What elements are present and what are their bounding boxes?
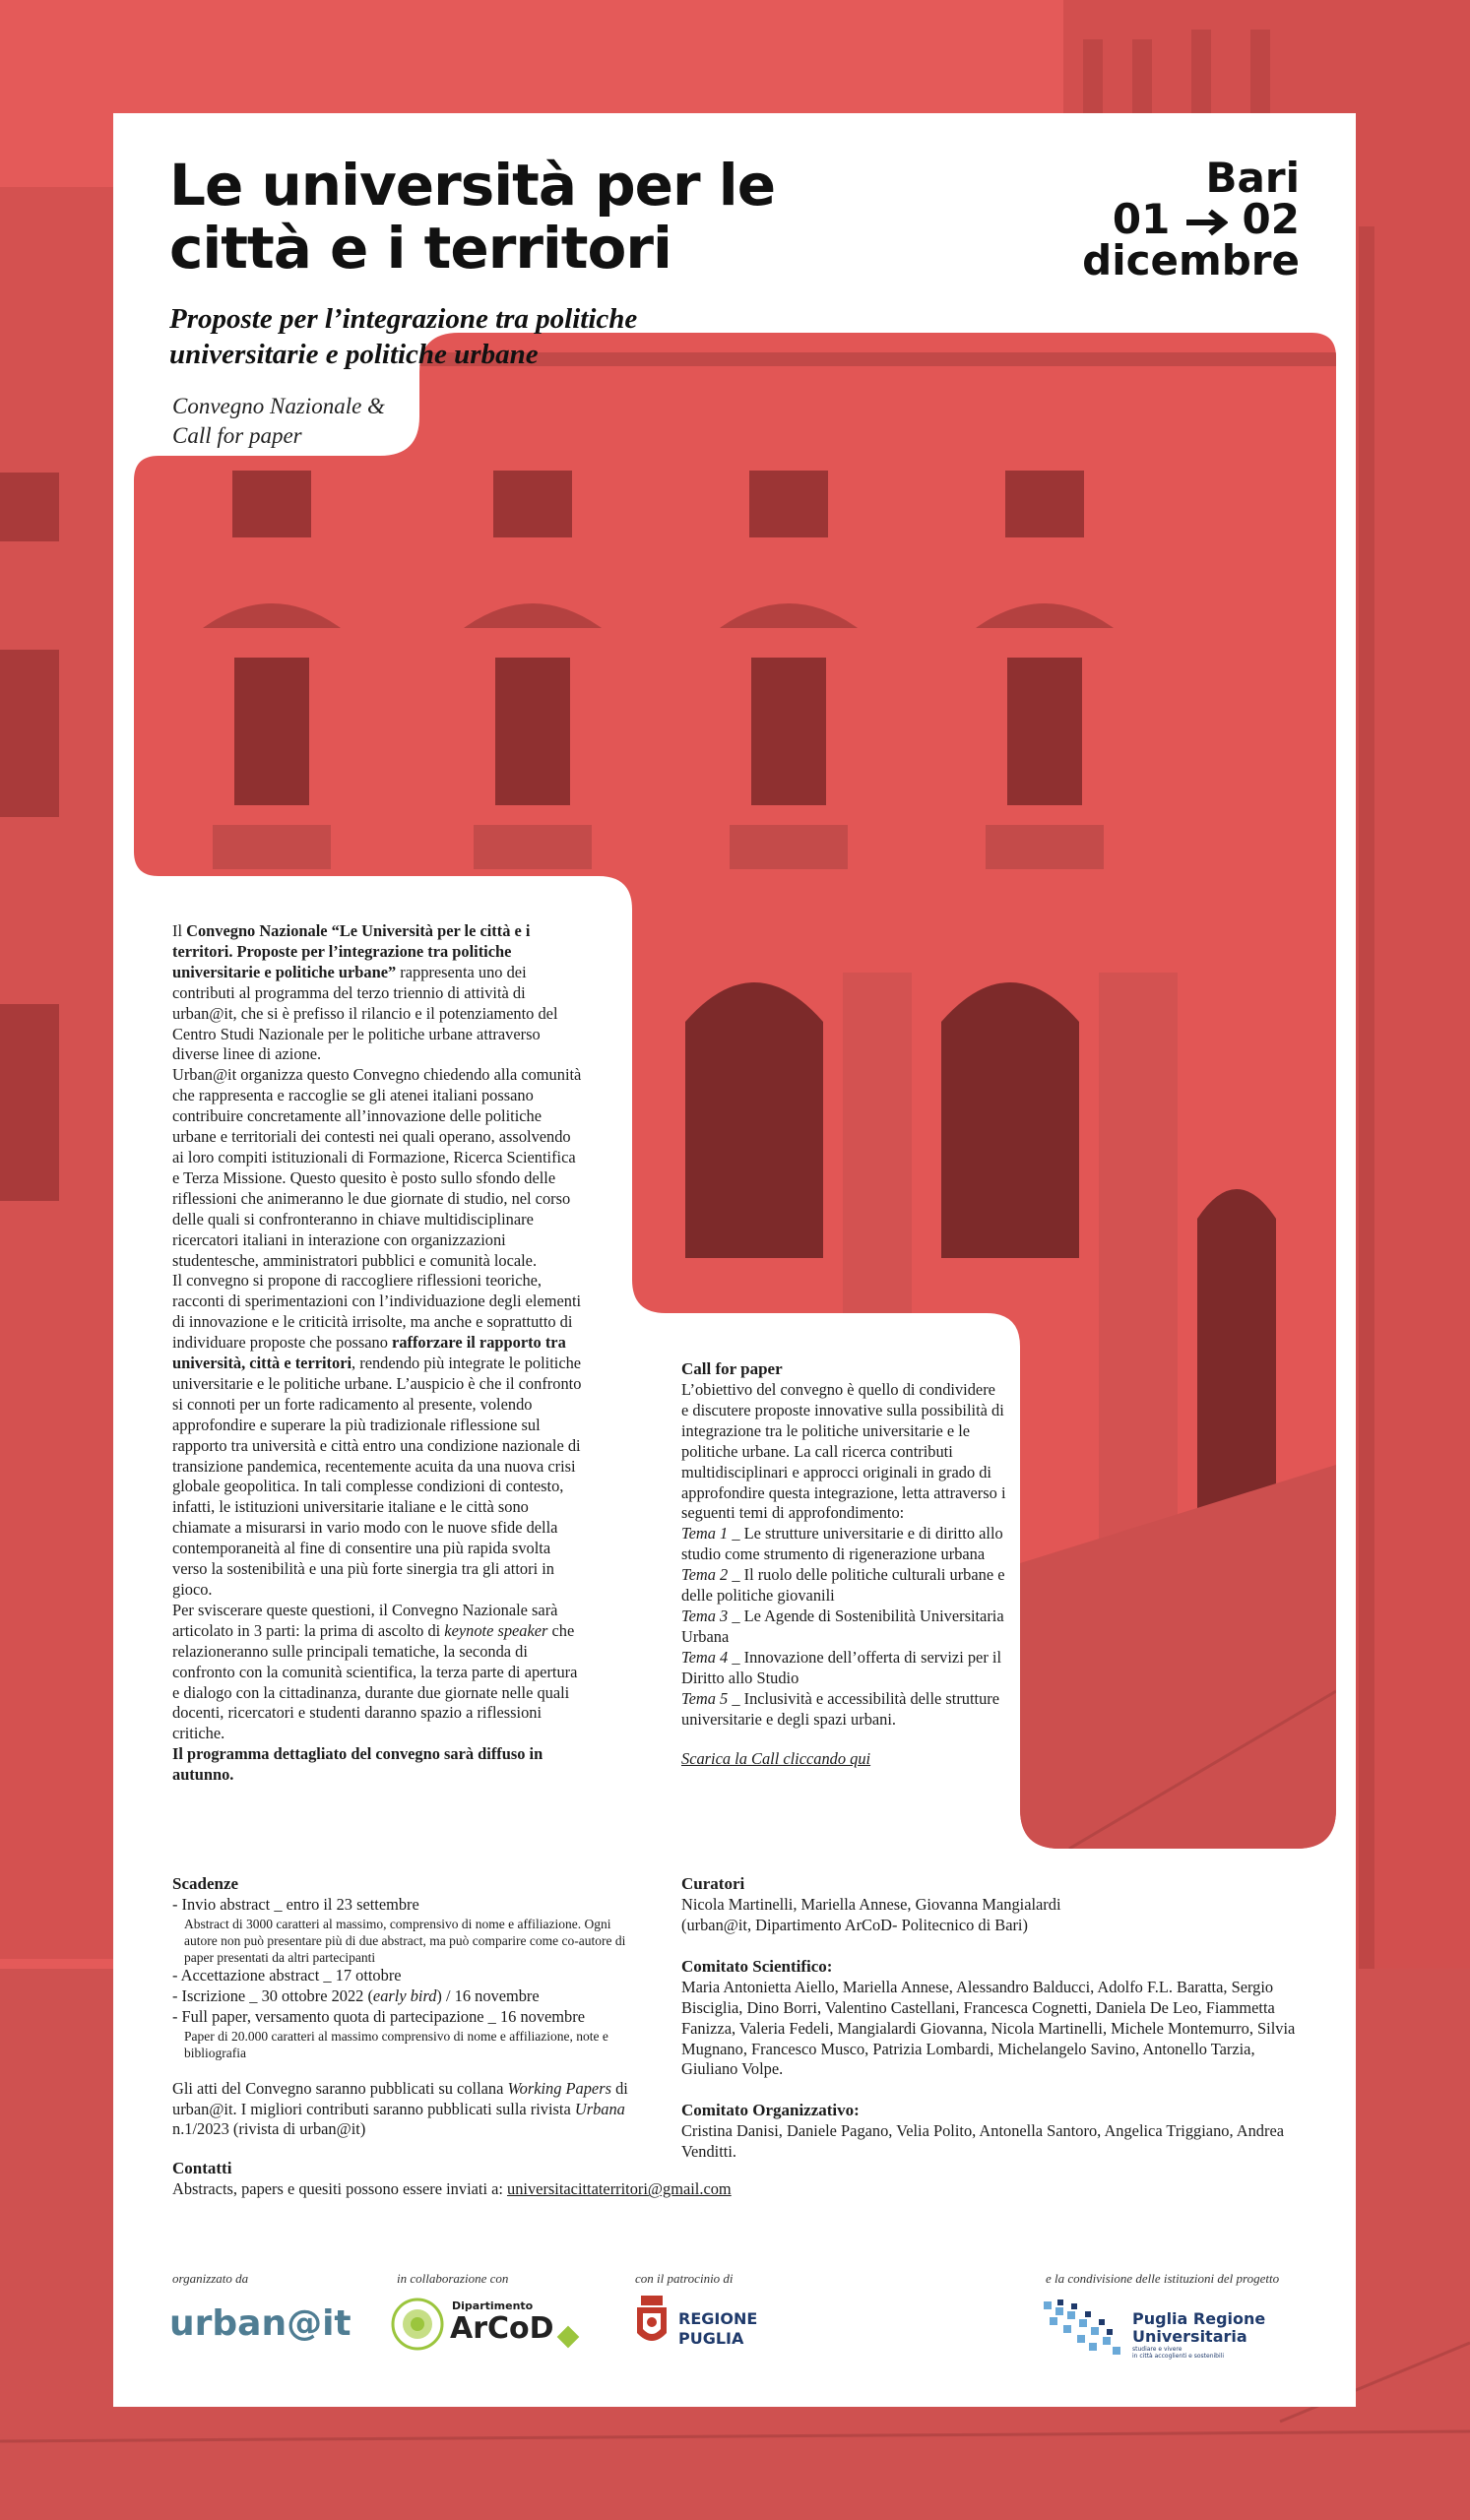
pru-small-1: studiare e vivere	[1132, 2346, 1182, 2353]
pixel-pattern-icon	[1042, 2298, 1122, 2357]
intro-text: Il Convegno Nazionale “Le Università per le città e i territori. Proposte per l’integrazione tra politiche universitarie e politiche urbane” rappresenta uno dei contributi al programma del terzo triennio di attività di urban@it, che si è prefisso il rilancio e il potenziamento del Centro Studi Nazionale per le politiche urbane attraverso diverse linee di azione. Urban@it organizza questo Convegno chiedendo alla comunità che rappresenta e raccoglie se gli atenei italiani possano contribuire concretamente all’innovazione delle politiche urbane e territoriali dei contesti nei quali operano, assolvendo ai loro compiti istituzionali di Formazione, Ricerca Scientifica e Terza Missione. Questo quesito è posto sullo sfondo delle riflessioni che animeranno le due giornate di studio, nel corso delle quali si confronteranno in chiave multidisciplinare ricercatori italiani in interazione con organizzazioni studentesche, amministratori pubblici e comunità locale. Il convegno si propone di raccogliere riflessioni teoriche, racconti di sperimentazioni con l’individuazione degli elementi di innovazione e le criticità irrisolte, ma anche e soprattutto di individuare proposte che possano rafforzare il rapporto tra università, città e territori, rendendo più integrate le politiche universitarie e le politiche urbane. L’auspicio è che il confronto si connoti per un forte radicamento al presente, volendo approfondire e superare la più tradizionale riflessione sul rapporto tra università e città entro una condizione nazionale di transizione pandemica, recentemente acuita da una nuova crisi globale geopolitica. In tali complesse condizioni di contesto, infatti, le istituzioni universitarie italiane e le città sono chiamate a misurarsi in vario modo con le nuove sfide della contemporaneità al fine di consentire una più rapida svolta verso la sostenibilità e una più forte sinergia tra gli attori in gioco. Per sviscerare queste questioni, il Convegno Nazionale sarà articolato in 3 parti: la prima di ascolto di keynote speaker che relazioneranno sulle principali tematiche, la seconda di confronto con la comunità scientifica, la terza parte di apertura e dialogo con la cittadinanza, durante due giornate nelle quali docenti, ricercatori e studenti daranno spazio a riflessioni critiche. Il programma dettagliato del convegno sarà diffuso in autunno.	[172, 921, 582, 1785]
arrow-right-icon	[1184, 209, 1228, 236]
deadline-full-paper: - Full paper, versamento quota di partecipazione _ 16 novembre	[172, 2006, 585, 2026]
pru-text-2: Universitaria	[1132, 2327, 1247, 2346]
theme-item	[681, 1606, 1006, 1648]
conference-type: Convegno Nazionale & Call for paper	[172, 394, 385, 448]
main-title: Le università per le città e i territori	[169, 152, 776, 282]
theme-item	[681, 1689, 1006, 1731]
arcod-emblem-icon	[391, 2298, 444, 2351]
date-block	[1044, 154, 1300, 284]
curators-names: Nicola Martinelli, Mariella Annese, Giovanna Mangialardi	[681, 1895, 1061, 1914]
scientific-committee-names: Maria Antonietta Aiello, Mariella Annese, Alessandro Balducci, Adolfo F.L. Baratta, Sergio Bisciglia, Dino Borri, Valentino Castellani, Francesca Cognetti, Daniela De Leo, Fiammetta Fanizza, Valeria Fedeli, Mangialardi Giovanna, Nicola Martinelli, Michele Montemurro, Silvia Mugnano, Francesco Musco, Patrizia Lombardi, Michelangelo Savino, Antonello Tarzia, Giuliano Volpe.	[681, 1977, 1296, 2079]
deadline-registration: - Iscrizione _ 30 ottobre 2022 (early bird) / 16 novembre	[172, 1985, 540, 2005]
regione-text-2: PUGLIA	[678, 2329, 744, 2348]
deadline-acceptance: - Accettazione abstract _ 17 ottobre	[172, 1965, 402, 1984]
call-text: L’obiettivo del convegno è quello di condividere e discutere proposte innovative sulla possibilità di integrazione tra le politiche universitarie e le politiche urbane. La call ricerca contributi multidisciplinari e approcci originali in grado di approfondire questa integrazione, letta attraverso i seguenti temi di approfondimento:	[681, 1380, 1006, 1523]
deadline-abstract-note: Abstract di 3000 caratteri al massimo, comprensivo di nome e affiliazione. Ogni autore non può presentare più di due abstract, ma può comparire come co-autore di paper presentati da altri partecipanti	[184, 1916, 626, 1965]
urban-at-it-logo: urban@it	[169, 2303, 352, 2344]
organizing-committee-heading: Comitato Organizzativo:	[681, 2101, 860, 2120]
curators-heading: Curatori	[681, 1874, 745, 1893]
pru-small-2: in città accoglienti e sostenibili	[1132, 2353, 1224, 2360]
contacts-heading: Contatti	[172, 2159, 232, 2178]
theme-text: _ Inclusività e accessibilità delle strutture universitarie e degli spazi urbani.	[681, 1688, 1000, 1729]
download-call-link[interactable]: Scarica la Call cliccando qui	[681, 1749, 871, 1769]
regione-text-1: REGIONE	[678, 2309, 758, 2328]
deadline-full-paper-note: Paper di 20.000 caratteri al massimo comprensivo di nome e affiliazione, note e bibliografia	[184, 2028, 608, 2060]
arcod-dept-label: Dipartimento	[452, 2300, 534, 2312]
patronage-label: con il patrocinio di	[635, 2271, 734, 2286]
arcod-diamond-icon	[557, 2326, 580, 2349]
theme-item	[681, 1524, 1006, 1565]
subtitle: Proposte per l’integrazione tra politiche universitarie e politiche urbane	[169, 303, 638, 370]
theme-text: _ Il ruolo delle politiche culturali urbane e delle politiche giovanili	[681, 1565, 1005, 1606]
scientific-committee-heading: Comitato Scientifico:	[681, 1956, 833, 1976]
pru-text-1: Puglia Regione	[1132, 2309, 1266, 2328]
committees-section	[681, 1873, 1302, 2163]
call-for-paper-section	[681, 1358, 1006, 1770]
theme-item	[681, 1565, 1006, 1606]
organizing-committee-names: Cristina Danisi, Daniele Pagano, Velia Polito, Antonella Santoro, Angelica Triggiano, Andrea Venditti.	[681, 2121, 1284, 2162]
deadlines-heading: Scadenze	[172, 1874, 239, 1893]
organized-by-label: organizzato da	[172, 2271, 249, 2286]
proceedings-text: Gli atti del Convegno saranno pubblicati su collana Working Papers di urban@it. I migliori contributi saranno pubblicati sulla rivista Urbana n.1/2023 (rivista di urban@it)	[172, 2078, 628, 2139]
arcod-name: ArCoD	[450, 2311, 554, 2346]
theme-text: _ Le Agende di Sostenibilità Universitaria Urbana	[681, 1606, 1004, 1646]
theme-label: Tema 3	[681, 1606, 729, 1625]
contact-email-link[interactable]: universitacittaterritori@gmail.com	[507, 2179, 732, 2199]
curators-affiliation: (urban@it, Dipartimento ArCoD- Politecnico di Bari)	[681, 1915, 1028, 1934]
theme-label: Tema 4	[681, 1647, 729, 1667]
puglia-regione-universitaria-logo	[1042, 2298, 1317, 2361]
deadline-abstract: - Invio abstract _ entro il 23 settembre	[172, 1895, 419, 1914]
contacts-text: Abstracts, papers e quesiti possono essere inviati a: universitacittaterritori@gmail.com	[172, 2179, 732, 2199]
call-heading: Call for paper	[681, 1359, 783, 1378]
date-range	[1044, 195, 1300, 243]
arcod-logo	[391, 2296, 588, 2355]
date-city: Bari	[1205, 154, 1300, 202]
theme-text: _ Le strutture universitarie e di diritto allo studio come strumento di rigenerazione urbana	[681, 1524, 1003, 1564]
date-from: 01	[1112, 195, 1171, 243]
themes-list	[681, 1524, 1006, 1730]
theme-label: Tema 5	[681, 1688, 729, 1708]
theme-text: _ Innovazione dell’offerta di servizi per il Diritto allo Studio	[681, 1647, 1001, 1687]
date-month: dicembre	[1082, 236, 1300, 284]
collaboration-label: in collaborazione con	[397, 2271, 509, 2286]
theme-label: Tema 2	[681, 1565, 729, 1585]
regione-puglia-logo	[635, 2296, 773, 2355]
date-to: 02	[1242, 195, 1300, 243]
theme-label: Tema 1	[681, 1524, 729, 1544]
sharing-label: e la condivisione delle istituzioni del progetto	[1046, 2271, 1280, 2286]
theme-item	[681, 1648, 1006, 1689]
puglia-crest-icon	[635, 2296, 669, 2349]
